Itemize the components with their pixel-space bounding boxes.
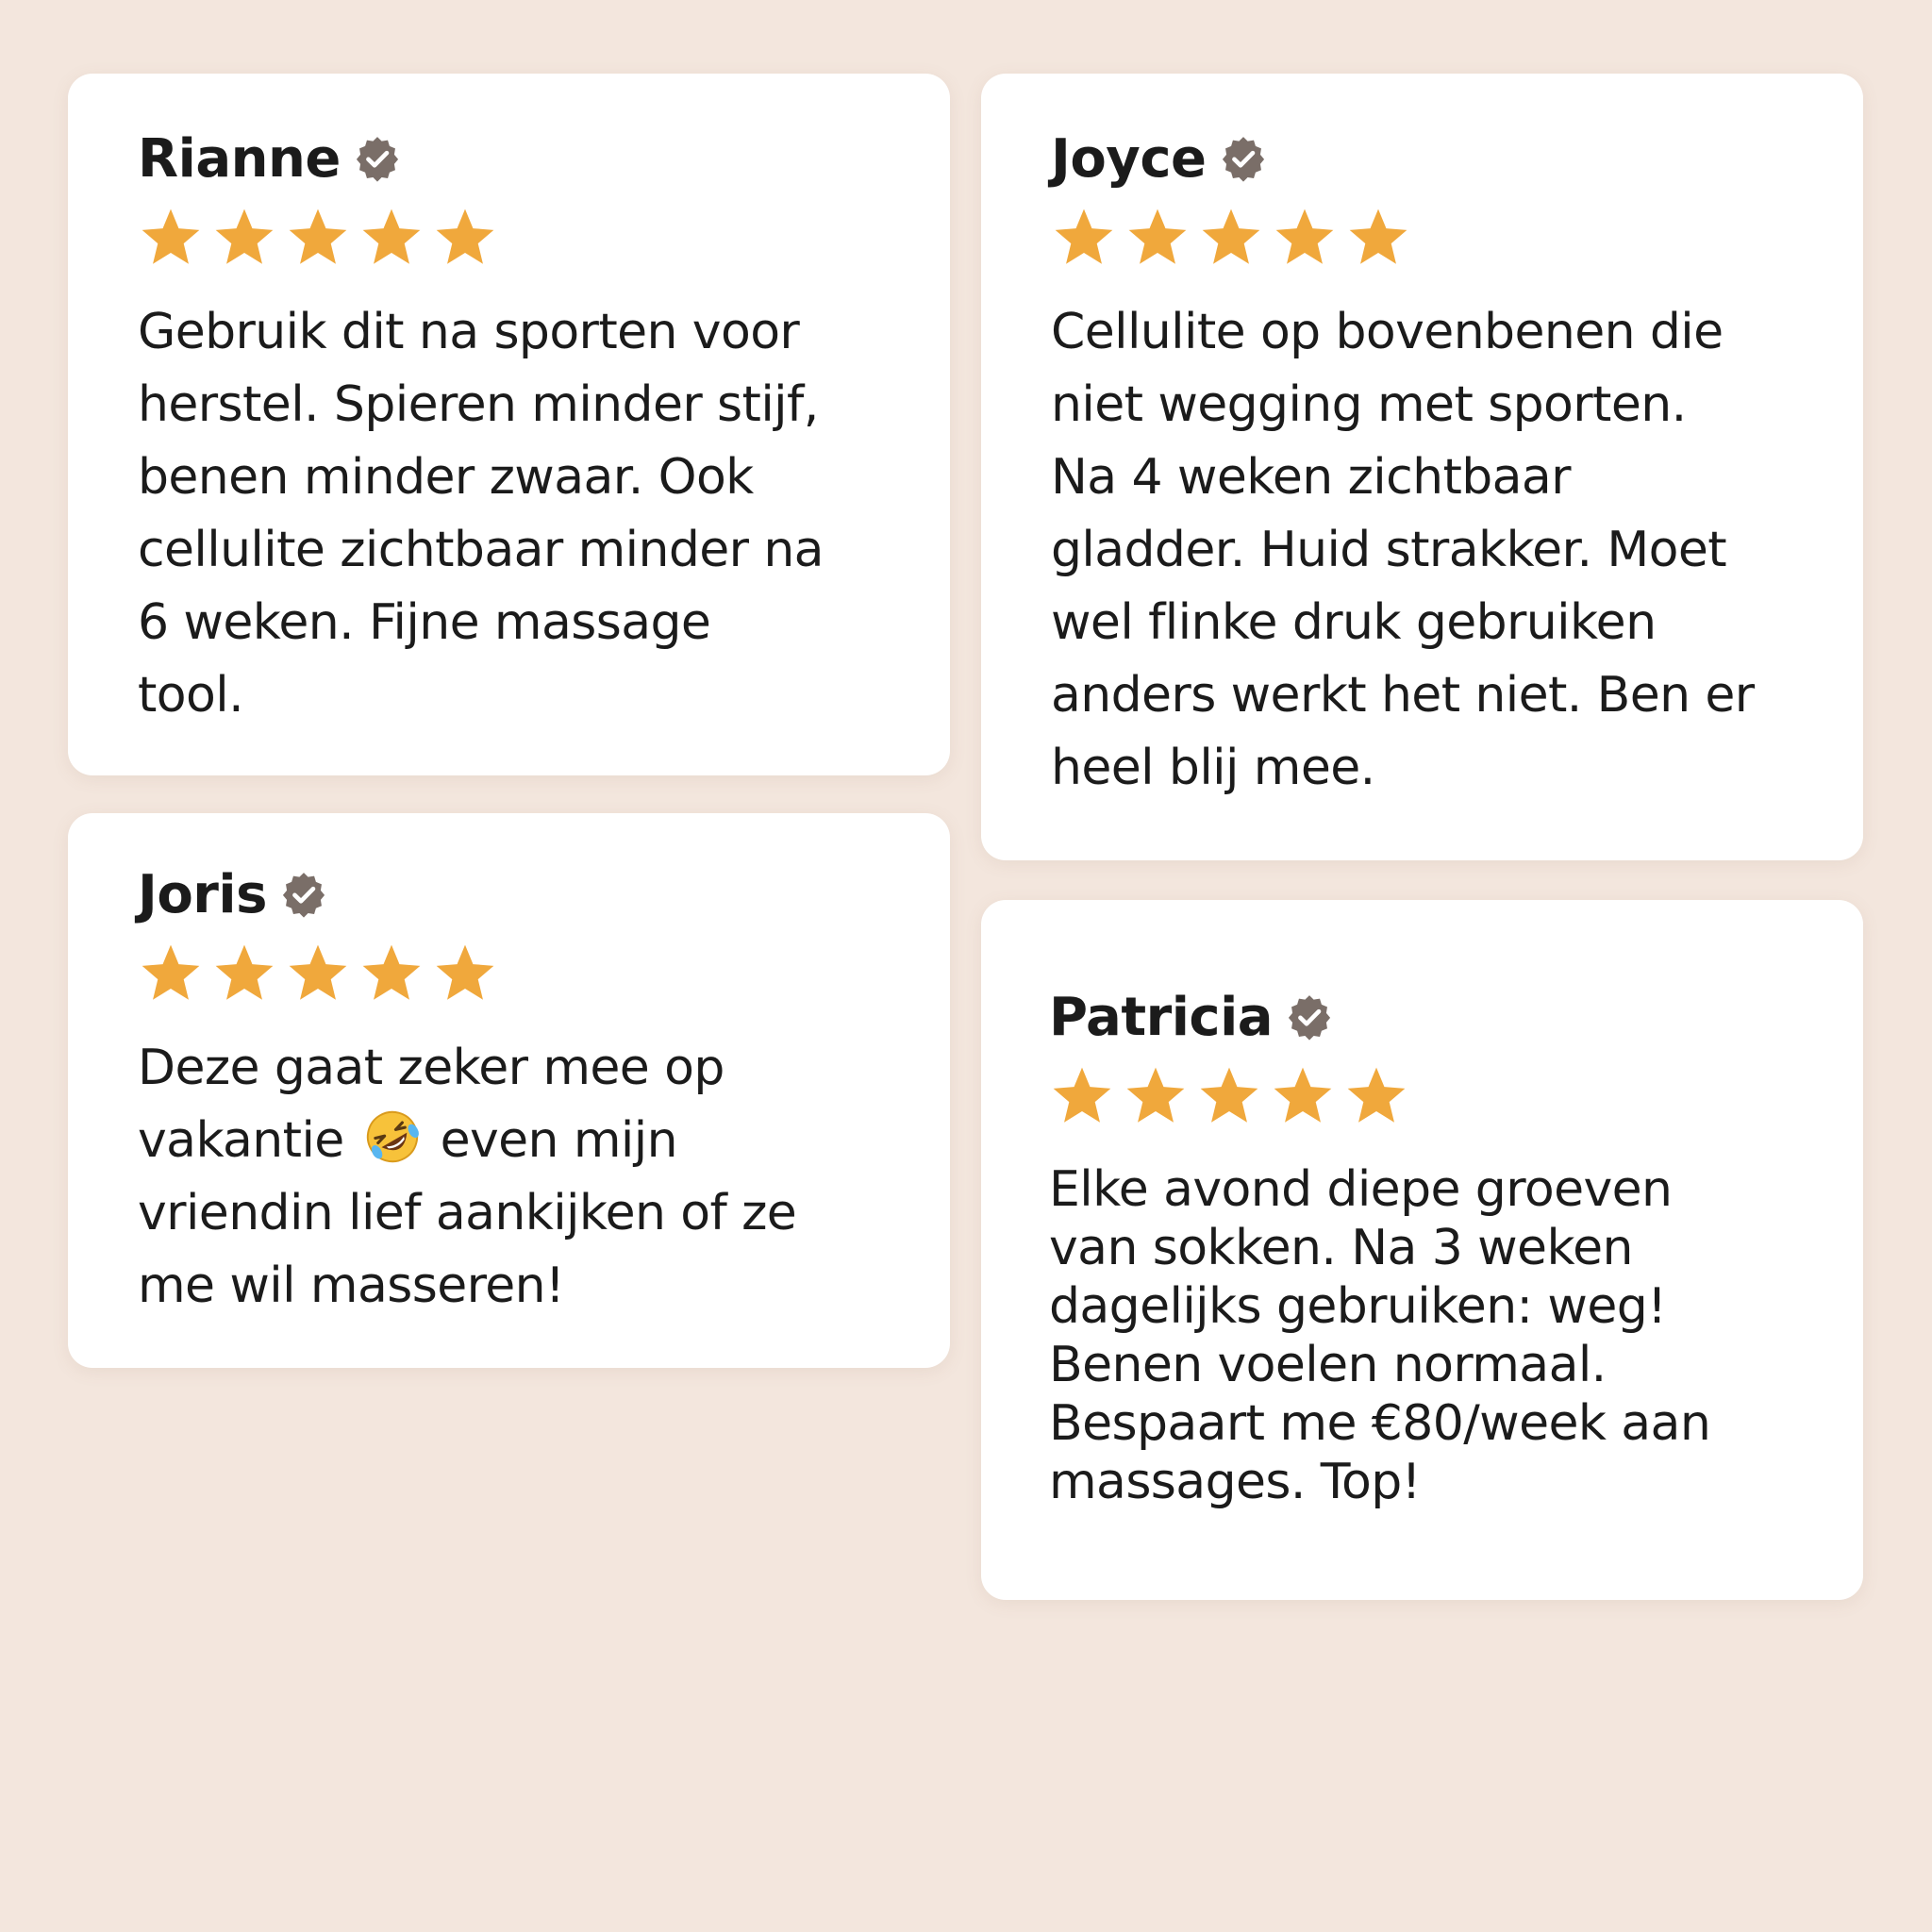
rolling-on-floor-laughing-emoji — [363, 1108, 422, 1166]
review-text: Elke avond diepe groeven van sokken. Na 3 weken dagelijks gebruiken: weg! Benen voelen normaal. Bespaart me €80/week aan massages. Top! — [1049, 1161, 1711, 1510]
review-text: Cellulite op bovenbenen die niet wegging met sporten. Na 4 weken zichtbaar gladder. Huid strakker. Moet wel flinke druk gebruiken anders werkt het niet. Ben er heel blij mee. — [1051, 304, 1755, 796]
review-text-part: Deze gaat zeker mee op vakantie — [138, 1040, 724, 1169]
star-icon — [1343, 1063, 1409, 1129]
star-rating — [138, 938, 893, 1009]
star-rating — [1051, 202, 1807, 274]
star-icon — [1345, 205, 1411, 271]
star-icon — [1270, 1063, 1336, 1129]
review-header — [138, 121, 893, 196]
star-icon — [1124, 205, 1191, 271]
star-icon — [1051, 205, 1117, 271]
review-card-rianne — [68, 74, 950, 775]
star-icon — [138, 205, 204, 271]
reviewer-name: Joris — [138, 863, 267, 925]
review-card-joyce — [981, 74, 1863, 860]
star-icon — [211, 205, 277, 271]
star-icon — [358, 205, 425, 271]
star-rating — [138, 202, 893, 274]
star-rating — [1049, 1060, 1807, 1132]
review-header — [1051, 121, 1807, 196]
star-icon — [138, 941, 204, 1007]
star-icon — [358, 941, 425, 1007]
review-text-part: even mijn vriendin lief aankijken of ze me wil masseren! — [138, 1112, 797, 1314]
verified-badge-icon — [280, 871, 327, 918]
verified-badge-icon — [354, 135, 401, 182]
reviewer-name: Patricia — [1049, 986, 1274, 1048]
verified-badge-icon — [1220, 135, 1267, 182]
verified-badge-icon — [1286, 993, 1333, 1041]
star-icon — [1198, 205, 1264, 271]
review-card-patricia — [981, 900, 1863, 1600]
star-icon — [211, 941, 277, 1007]
star-icon — [1049, 1063, 1115, 1129]
reviewer-name: Rianne — [138, 127, 341, 190]
review-header — [138, 857, 893, 932]
star-icon — [285, 205, 351, 271]
reviewer-name: Joyce — [1051, 127, 1207, 190]
review-text: Gebruik dit na sporten voor herstel. Spieren minder stijf, benen minder zwaar. Ook cellulite zichtbaar minder na 6 weken. Fijne massage tool. — [138, 304, 824, 724]
review-card-joris — [68, 813, 950, 1368]
star-icon — [432, 941, 498, 1007]
star-icon — [285, 941, 351, 1007]
review-text — [138, 1032, 893, 1323]
star-icon — [1196, 1063, 1262, 1129]
star-icon — [1272, 205, 1338, 271]
review-header — [1049, 979, 1807, 1055]
star-icon — [432, 205, 498, 271]
star-icon — [1123, 1063, 1189, 1129]
